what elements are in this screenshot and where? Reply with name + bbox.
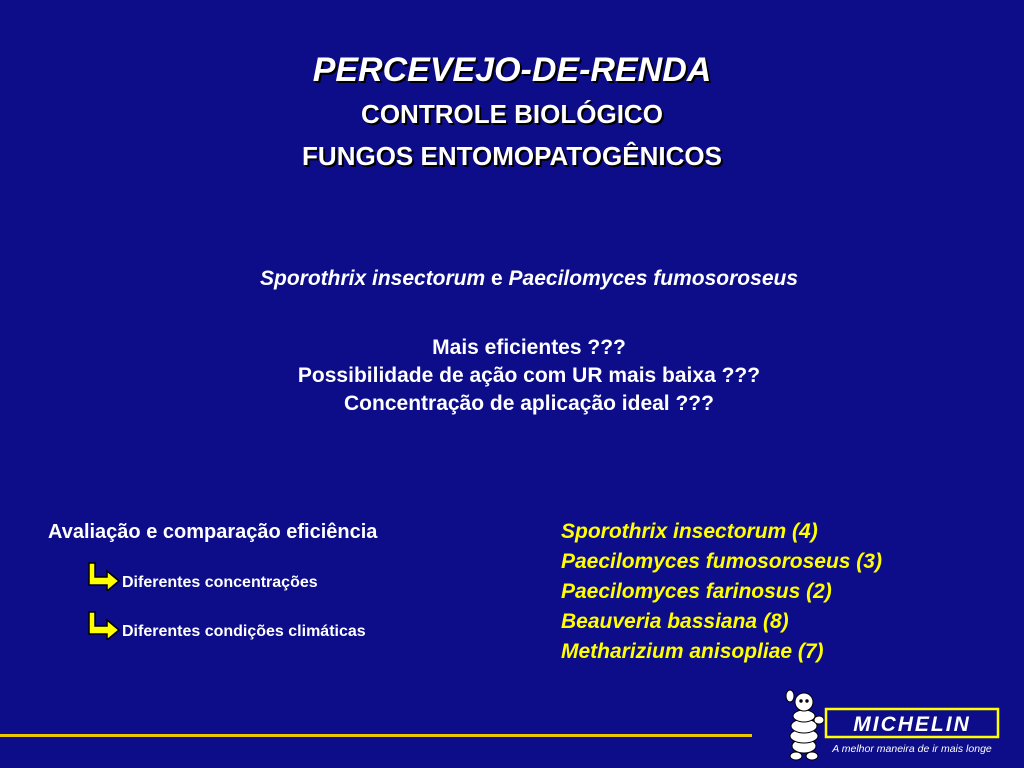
fungi-list-item: Paecilomyces fumosoroseus (3) xyxy=(561,550,882,573)
bent-arrow-icon xyxy=(86,561,122,591)
question-item: Concentração de aplicação ideal ??? xyxy=(344,392,714,415)
slide-title: PERCEVEJO-DE-RENDA xyxy=(312,51,712,89)
question-item: Mais eficientes ??? xyxy=(432,336,626,359)
bent-arrow-icon xyxy=(86,610,122,640)
fungi-list-item: Paecilomyces farinosus (2) xyxy=(561,580,832,603)
fungi-list-item: Beauveria bassiana (8) xyxy=(561,610,789,633)
footer-rule xyxy=(0,734,752,737)
slide-subtitle-1: CONTROLE BIOLÓGICO xyxy=(361,99,663,129)
michelin-logo xyxy=(780,684,1002,762)
bibendum-icon xyxy=(786,690,824,760)
species-line xyxy=(0,266,1024,292)
evaluation-block xyxy=(48,518,378,640)
questions-block xyxy=(0,334,1024,418)
species-name-2: Paecilomyces fumosoroseus xyxy=(508,267,799,290)
title-block xyxy=(0,50,1024,172)
logo-brand-text: MICHELIN xyxy=(853,713,971,736)
slide-subtitle-2: FUNGOS ENTOMOPATOGÊNICOS xyxy=(302,141,722,171)
fungi-list-item: Metharizium anisopliae (7) xyxy=(561,640,824,663)
fungi-list xyxy=(561,517,882,667)
evaluation-heading: Avaliação e comparação eficiência xyxy=(48,521,378,543)
species-name-1: Sporothrix insectorum xyxy=(259,267,486,290)
fungi-list-item: Sporothrix insectorum (4) xyxy=(561,520,818,543)
question-item: Possibilidade de ação com UR mais baixa ??? xyxy=(297,364,761,387)
species-conjunction: e xyxy=(485,267,509,290)
logo-tagline-text: A melhor maneira de ir mais longe xyxy=(832,743,992,755)
evaluation-item-label: Diferentes condições climáticas xyxy=(122,623,366,640)
evaluation-item-label: Diferentes concentrações xyxy=(122,574,318,591)
